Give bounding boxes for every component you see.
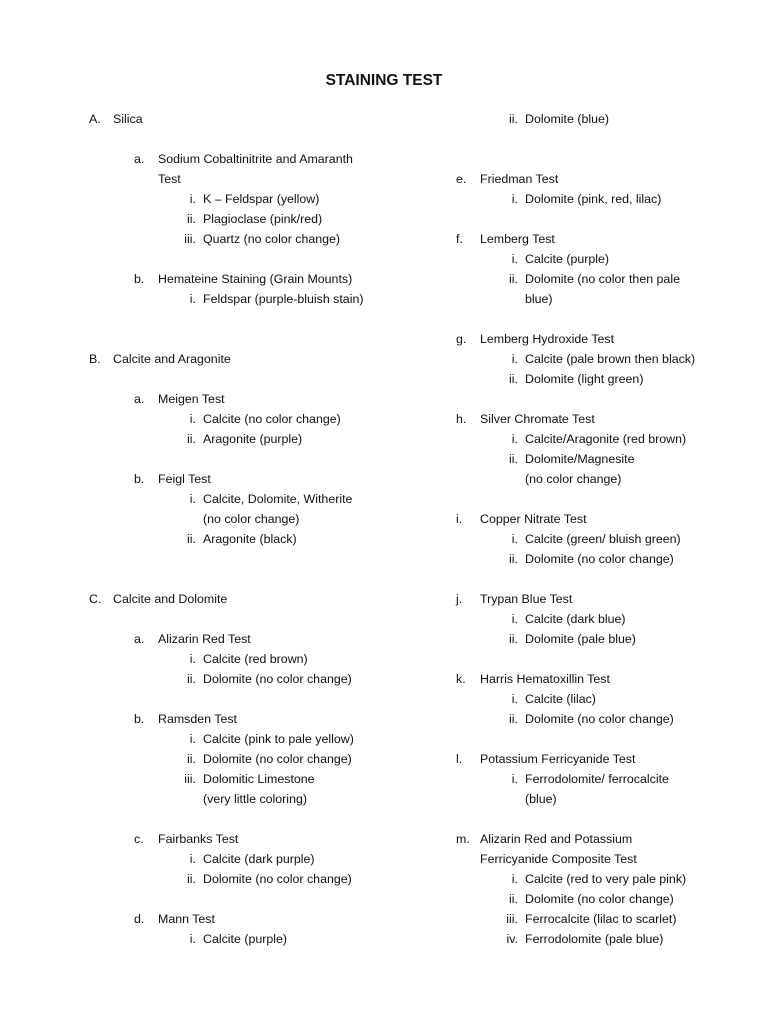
list-marker: C. — [89, 592, 102, 606]
sub-list-item — [187, 872, 352, 887]
list-marker: iii. — [184, 772, 196, 786]
sub-list-item — [189, 732, 354, 747]
list-text: Calcite (lilac) — [525, 692, 596, 706]
sub-list-item — [187, 532, 297, 547]
list-marker: g. — [456, 332, 467, 346]
list-item — [456, 832, 633, 847]
sub-list-item — [189, 492, 353, 507]
sub-list-item — [509, 272, 680, 287]
list-marker: i. — [511, 192, 518, 206]
list-text: Dolomite (no color change) — [203, 672, 352, 686]
list-marker: a. — [134, 632, 145, 646]
list-text: blue) — [525, 292, 553, 306]
sub-list-item — [509, 552, 674, 567]
sub-list-item — [187, 432, 303, 447]
list-marker: B. — [89, 352, 101, 366]
list-marker: i. — [511, 612, 518, 626]
sub-list-item — [189, 192, 320, 207]
list-marker: d. — [134, 912, 145, 926]
list-marker: iii. — [506, 912, 518, 926]
sub-list-item — [506, 912, 677, 927]
list-marker: i. — [189, 732, 196, 746]
list-item — [134, 472, 211, 487]
sub-list-item — [511, 252, 610, 267]
list-marker: ii. — [509, 452, 518, 466]
sub-list-item — [509, 452, 635, 467]
sub-list-item — [189, 412, 341, 427]
sub-list-item — [511, 432, 687, 447]
list-marker: i. — [189, 492, 196, 506]
list-text: Calcite (no color change) — [203, 412, 341, 426]
list-text: Dolomite (no color change) — [203, 752, 352, 766]
list-item — [134, 912, 215, 927]
section-heading — [89, 592, 228, 607]
list-text: Calcite (pink to pale yellow) — [203, 732, 354, 746]
sub-list-item — [509, 112, 610, 127]
document-title: STAINING TEST — [325, 72, 443, 89]
sub-list-item — [511, 612, 626, 627]
list-text: (no color change) — [203, 512, 300, 526]
list-text: Calcite and Dolomite — [113, 592, 228, 606]
list-item — [134, 152, 353, 167]
list-text: Dolomite (light green) — [525, 372, 644, 386]
list-text: Sodium Cobaltinitrite and Amaranth — [158, 152, 353, 166]
list-text: Mann Test — [158, 912, 215, 926]
list-marker: ii. — [509, 372, 518, 386]
sub-list-item — [189, 932, 288, 947]
list-marker: ii. — [509, 892, 518, 906]
list-marker: a. — [134, 392, 145, 406]
list-marker: ii. — [187, 752, 196, 766]
list-text: Meigen Test — [158, 392, 225, 406]
list-text: (no color change) — [525, 472, 622, 486]
list-text: Dolomite (no color change) — [525, 892, 674, 906]
list-text: Calcite (red brown) — [203, 652, 308, 666]
list-marker: j. — [456, 592, 463, 606]
list-item — [456, 512, 587, 527]
list-marker: ii. — [187, 212, 196, 226]
list-marker: i. — [189, 652, 196, 666]
sub-list-item — [509, 892, 674, 907]
sub-list-item — [184, 232, 341, 247]
list-text: Dolomite (pale blue) — [525, 632, 636, 646]
list-marker: i. — [189, 932, 196, 946]
list-item — [456, 672, 610, 687]
list-marker: iv. — [506, 932, 518, 946]
list-text: Calcite (pale brown then black) — [525, 352, 696, 366]
list-text: Dolomite (no color change) — [525, 712, 674, 726]
list-marker: i. — [511, 532, 518, 546]
list-marker: A. — [89, 112, 101, 126]
list-text: Copper Nitrate Test — [480, 512, 587, 526]
list-marker: i. — [511, 352, 518, 366]
list-item — [134, 272, 353, 287]
list-text: Lemberg Hydroxide Test — [480, 332, 615, 346]
list-text: (blue) — [525, 792, 557, 806]
section-heading — [89, 352, 231, 367]
list-marker: i. — [189, 412, 196, 426]
sub-list-item — [506, 932, 664, 947]
sub-list-item — [511, 872, 687, 887]
sub-list-item — [525, 472, 621, 487]
list-text: Calcite (dark purple) — [203, 852, 315, 866]
list-text: Calcite/Aragonite (red brown) — [525, 432, 687, 446]
sub-list-item — [511, 532, 681, 547]
list-item — [456, 592, 573, 607]
list-marker: ii. — [509, 112, 518, 126]
list-text: Dolomite (no color change) — [525, 552, 674, 566]
sub-list-item — [189, 292, 364, 307]
list-text: Calcite (dark blue) — [525, 612, 626, 626]
list-marker: i. — [189, 192, 196, 206]
list-item — [456, 752, 636, 767]
list-item — [134, 392, 225, 407]
list-text: Feldspar (purple-bluish stain) — [203, 292, 364, 306]
list-marker: i. — [511, 772, 518, 786]
list-marker: b. — [134, 272, 145, 286]
list-text: Calcite (purple) — [203, 932, 288, 946]
list-text: Trypan Blue Test — [480, 592, 573, 606]
sub-list-item — [511, 352, 696, 367]
list-marker: ii. — [509, 272, 518, 286]
sub-list-item — [184, 772, 315, 787]
list-marker: i. — [189, 292, 196, 306]
list-text: Ferrodolomite/ ferrocalcite — [525, 772, 669, 786]
list-marker: ii. — [187, 532, 196, 546]
list-marker: b. — [134, 712, 145, 726]
list-item — [456, 412, 595, 427]
list-text: Ferricyanide Composite Test — [480, 852, 637, 866]
list-text: Dolomite (no color then pale — [525, 272, 680, 286]
list-text: Calcite (red to very pale pink) — [525, 872, 687, 886]
list-item — [134, 632, 251, 647]
list-marker: k. — [456, 672, 466, 686]
list-marker: ii. — [509, 712, 518, 726]
list-text: Calcite, Dolomite, Witherite — [203, 492, 353, 506]
sub-list-item — [189, 652, 308, 667]
list-text: Lemberg Test — [480, 232, 555, 246]
list-text: Ramsden Test — [158, 712, 237, 726]
list-marker: a. — [134, 152, 145, 166]
sub-list-item — [509, 632, 636, 647]
list-text: K – Feldspar (yellow) — [203, 192, 320, 206]
list-item — [456, 232, 555, 247]
list-marker: i. — [511, 692, 518, 706]
list-text: Calcite (purple) — [525, 252, 610, 266]
sub-list-item — [187, 752, 352, 767]
sub-list-item — [203, 512, 299, 527]
list-text: Alizarin Red Test — [158, 632, 251, 646]
list-text: Dolomite (blue) — [525, 112, 610, 126]
sub-list-item — [189, 852, 315, 867]
list-marker: m. — [456, 832, 470, 846]
list-text: Fairbanks Test — [158, 832, 239, 846]
list-item — [158, 172, 181, 187]
list-text: Dolomite (pink, red, lilac) — [525, 192, 662, 206]
list-text: Hemateine Staining (Grain Mounts) — [158, 272, 353, 286]
list-marker: h. — [456, 412, 467, 426]
list-marker: i. — [511, 872, 518, 886]
sub-list-item — [187, 212, 323, 227]
list-marker: ii. — [187, 872, 196, 886]
list-item — [456, 332, 615, 347]
list-text: Feigl Test — [158, 472, 211, 486]
list-text: Potassium Ferricyanide Test — [480, 752, 636, 766]
list-marker: ii. — [509, 632, 518, 646]
list-marker: ii. — [187, 432, 196, 446]
list-text: Silica — [113, 112, 143, 126]
list-text: Friedman Test — [480, 172, 559, 186]
sub-list-item — [511, 772, 669, 787]
list-text: Silver Chromate Test — [480, 412, 595, 426]
list-text: Calcite (green/ bluish green) — [525, 532, 681, 546]
list-text: (very little coloring) — [203, 792, 307, 806]
list-marker: i. — [511, 252, 518, 266]
list-marker: c. — [134, 832, 144, 846]
list-item — [456, 172, 559, 187]
section-heading — [89, 112, 143, 127]
sub-list-item — [187, 672, 352, 687]
list-text: Calcite and Aragonite — [113, 352, 231, 366]
sub-list-item — [511, 692, 596, 707]
list-text: Plagioclase (pink/red) — [203, 212, 323, 226]
list-marker: e. — [456, 172, 467, 186]
list-marker: b. — [134, 472, 145, 486]
list-marker: i. — [511, 432, 518, 446]
list-text: Aragonite (purple) — [203, 432, 303, 446]
sub-list-item — [203, 792, 307, 807]
list-text: Harris Hematoxillin Test — [480, 672, 610, 686]
list-text: Aragonite (black) — [203, 532, 297, 546]
list-marker: ii. — [187, 672, 196, 686]
list-marker: l. — [456, 752, 463, 766]
list-marker: i. — [456, 512, 463, 526]
list-item — [134, 832, 239, 847]
list-text: Dolomite (no color change) — [203, 872, 352, 886]
list-text: Quartz (no color change) — [203, 232, 341, 246]
list-marker: f. — [456, 232, 463, 246]
sub-list-item — [509, 712, 674, 727]
sub-list-item — [511, 192, 662, 207]
list-marker: iii. — [184, 232, 196, 246]
list-text: Test — [158, 172, 181, 186]
list-marker: i. — [189, 852, 196, 866]
list-text: Alizarin Red and Potassium — [480, 832, 633, 846]
list-item — [480, 852, 637, 867]
list-text: Dolomitic Limestone — [203, 772, 315, 786]
list-item — [134, 712, 237, 727]
sub-list-item — [525, 292, 553, 307]
sub-list-item — [509, 372, 644, 387]
list-text: Dolomite/Magnesite — [525, 452, 635, 466]
list-marker: ii. — [509, 552, 518, 566]
list-text: Ferrocalcite (lilac to scarlet) — [525, 912, 677, 926]
sub-list-item — [525, 792, 557, 807]
list-text: Ferrodolomite (pale blue) — [525, 932, 664, 946]
